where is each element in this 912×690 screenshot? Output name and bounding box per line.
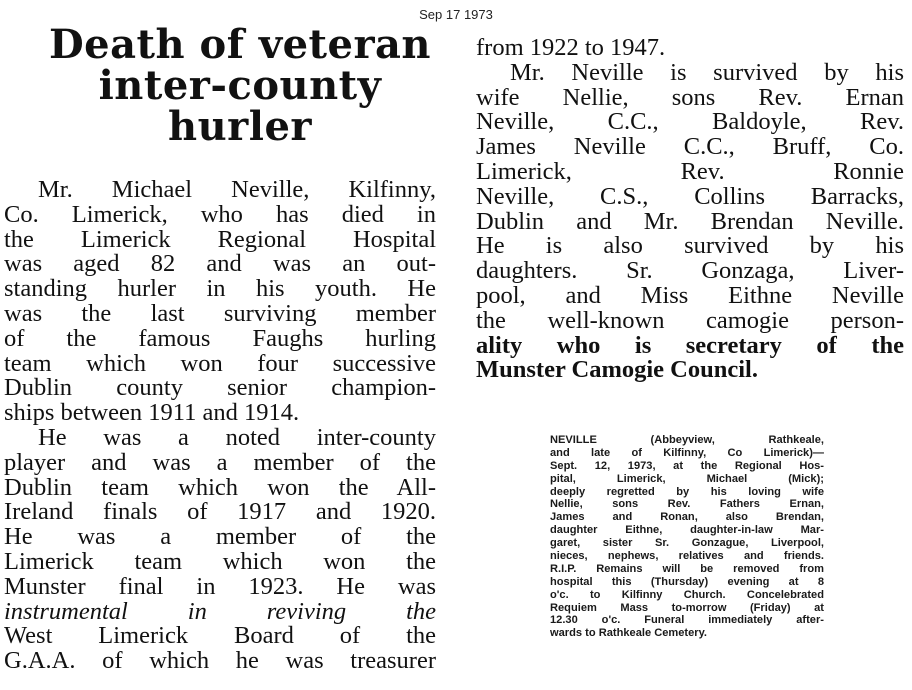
notice-line: daughter Eithne, daughter-in-law Mar- [550, 524, 824, 537]
article-line: Limerick team which won the [4, 547, 436, 575]
article-line: Munster final in 1923. He was [4, 572, 436, 600]
article-line: player and was a member of the [4, 448, 436, 476]
notice-line: wards to Rathkeale Cemetery. [550, 627, 708, 640]
article-line: Mr. Neville is survived by his [510, 58, 904, 86]
clipping-date: Sep 17 1973 [419, 7, 493, 22]
notice-line: nieces, nephews, relatives and friends. [550, 550, 824, 563]
article-line: He was a noted inter-county [38, 423, 436, 451]
notice-line: James and Ronan, also Brendan, [550, 511, 824, 524]
article-line: James Neville C.C., Bruff, Co. [476, 133, 904, 161]
article-line: G.A.A. of which he was treasurer [4, 647, 436, 675]
article-line: pool, and Miss Eithne Neville [476, 281, 904, 309]
article-line: Neville, C.C., Baldoyle, Rev. [476, 108, 904, 136]
notice-line: Requiem Mass to-morrow (Friday) at [550, 601, 824, 614]
article-line: Munster Camogie Council. [476, 356, 758, 384]
notice-line: 12.30 o'c. Funeral immediately after- [550, 614, 824, 627]
article-line: Ireland finals of 1917 and 1920. [4, 498, 436, 526]
article-line: He was a member of the [4, 523, 436, 551]
article-line: ships between 1911 and 1914. [4, 399, 300, 427]
article-line: Dublin team which won the All- [4, 473, 436, 501]
article-line: Co. Limerick, who has died in [4, 200, 436, 228]
article-line: ality who is secretary of the [476, 331, 904, 359]
notice-line: NEVILLE (Abbeyview, Rathkeale, [550, 434, 824, 446]
article-line: Neville, C.S., Collins Barracks, [476, 182, 904, 210]
notice-line: Sept. 12, 1973, at the Regional Hos- [550, 459, 824, 472]
article-line: from 1922 to 1947. [476, 34, 666, 61]
article-line: Dublin county senior champion- [4, 374, 436, 402]
notice-line: hospital this (Thursday) evening at 8 [550, 575, 824, 588]
notice-line: garet, sister Sr. Gonzague, Liverpool, [550, 537, 824, 550]
article-line: He is also survived by his [476, 232, 904, 260]
notice-line: o'c. to Kilfinny Church. Concelebrated [550, 588, 824, 601]
article-line: of the famous Faughs hurling [4, 324, 436, 352]
headline-line: inter-county [98, 62, 382, 109]
death-notice [550, 434, 824, 640]
headline [20, 21, 460, 150]
headline-line: Death of veteran [48, 21, 432, 68]
article-right-column [476, 36, 904, 383]
notice-line: and late of Kilfinny, Co Limerick)— [550, 446, 824, 459]
article-line: daughters. Sr. Gonzaga, Liver- [476, 257, 904, 285]
article-line: the well-known camogie person- [476, 306, 904, 334]
headline-line: hurler [168, 103, 312, 150]
notice-line: Nellie, sons Rev. Fathers Ernan, [550, 498, 824, 511]
article-line: instrumental in reviving the [4, 597, 436, 625]
article-line: was the last surviving member [4, 299, 436, 327]
notice-line: deeply regretted by his loving wife [550, 485, 824, 498]
notice-line: pital, Limerick, Michael (Mick); [550, 472, 824, 485]
article-line: the Limerick Regional Hospital [4, 225, 436, 253]
article-line: West Limerick Board of the [4, 622, 436, 650]
article-line: was aged 82 and was an out- [4, 250, 436, 278]
article-line: standing hurler in his youth. He [4, 275, 436, 303]
article-line: Mr. Michael Neville, Kilfinny, [38, 176, 436, 203]
article-left-column [4, 178, 436, 674]
notice-line: R.I.P. Remains will be removed from [550, 562, 824, 575]
article-line: team which won four successive [4, 349, 436, 377]
article-line: wife Nellie, sons Rev. Ernan [476, 83, 904, 111]
article-line: Dublin and Mr. Brendan Neville. [476, 207, 904, 235]
article-line: Limerick, Rev. Ronnie [476, 157, 904, 185]
